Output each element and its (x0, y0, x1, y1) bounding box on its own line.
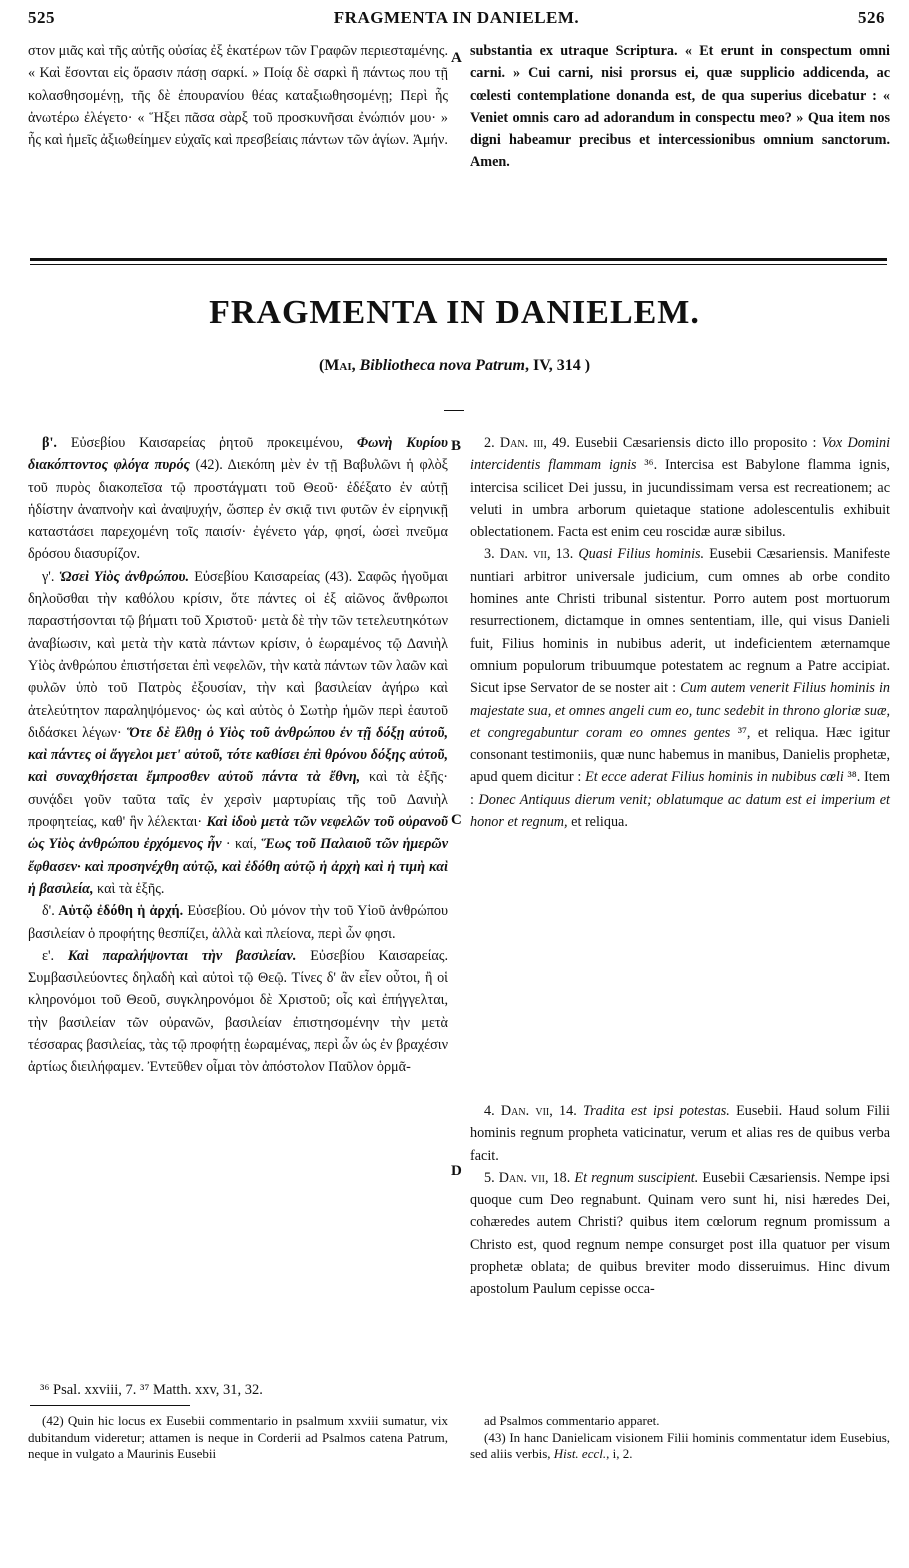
short-rule (444, 410, 464, 411)
fragment-lemma: Καὶ παραλήψονται τὴν βασιλείαν. (54, 947, 297, 964)
greek-fragment-4 (28, 900, 448, 945)
fragment-number: 2. (484, 435, 500, 451)
fragment-number: δ'. (42, 903, 55, 920)
note-43-text: (43) In hanc Danielicam visionem Filii hominis commentatur idem Eusebius, sed aliis verbis, (470, 1429, 890, 1461)
scripture-quote: Et ecce aderat Filius hominis in nubibus cœli (585, 769, 844, 786)
fragment-text: Eusebii Cæsariensis. Nempe ipsi quoque cum Deo regnabunt. Quinam vero sunt hi, nisi hæredes Dei, cohæredes autem Christi? quibus item cœlorum regnum promissum a Christo est, quod regnum nempe consurget post illa quatuor per visum prophetæ oblata; de quibus breviter modo disseruimus. Hinc divum apostolum Paulum cepisse occa- (470, 1169, 891, 1298)
greek-top-column (28, 40, 448, 151)
fragment-text: Διεκόπη μὲν ἐν τῇ Βαβυλῶνι ἡ φλὸξ τοῦ πυρὸς διακοπεῖσα τῷ προστάγματι τοῦ Θεοῦ· ἐδέξατο ἐν αὐτῇ ἡδίστην ἀναπνοὴν καὶ ἀναψυχήν, ὥσπερ ἐν σκιᾷ τινι φυτῶν ἐν εἰρηνικῇ καταστάσει παρεχομένη τοῖς παισίν· ἐγένετο γάρ, φησί, ὡσεὶ πνεῦμα δρόσου διασυρίζον. (28, 457, 448, 563)
scripture-quote: Ἕως τοῦ Παλαιοῦ τῶν ἡμερῶν ἔφθασεν· καὶ προσηνέχθη αὐτῷ, καὶ ἐδόθη αὐτῷ ἡ ἀρχὴ καὶ ἡ τιμὴ καὶ ἡ βασιλεία, (28, 836, 448, 897)
scripture-ref: Dan. vii, 13. (499, 546, 574, 563)
greek-fragment-2 (28, 432, 448, 566)
fragment-lemma: Quasi Filius hominis. (573, 546, 705, 563)
fragment-lemma: Vox Domini intercidentis flammam ignis (470, 435, 891, 474)
fragment-text: . Intercisa est Babylone flamma ignis, intercisa scilicet Dei jussu, in jucundissimam versa est recreationem; ac veluti in umbra arborum quietaque statione adolescentulis exhibuit oblectationem. Facta est enim ceu roscidæ auræ sibilus. (470, 457, 890, 541)
fragment-text: Εὐσεβίου Καισαρείας. Συμβασιλεύοντες δηλαδὴ καὶ αὐτοὶ τῷ Θεῷ. Τίνες δ' ἂν εἶεν οὗτοι, ἢ οἱ κληρονόμοι τοῦ Θεοῦ, συγκληρονόμοι δὲ Χριστοῦ; οἷς καὶ ἐπήγγελται, τὴν βασιλείαν τῶν οὐρανῶν, βασιλείαν ἐπιστησομένην τὴν μετὰ τέσσαρας βασιλείας, τὰς τῷ προφήτῃ ἑωραμένας, περὶ ὧν ὡς ἐν βραχέσιν ἀρτίως διειλήφαμεν. Ἐντεῦθεν οἶμαι τὸν ἀπόστολον Παῦλον ὁρμᾶ- (28, 947, 448, 1076)
fragment-text: et reliqua. (567, 814, 628, 831)
fragment-text: · καί, (221, 836, 262, 853)
subtitle: (Mai, Bibliotheca nova Patrum, IV, 314 ) (318, 357, 591, 374)
subtitle-open: ( (318, 357, 325, 374)
fragment-text: Eusebii Cæsariensis. Manifeste nuntiari arbitror universale judicium, cum omnes ab orbe condito homines ante Christi tribunal sistentur. Porro autem post mortuorum resurrectionem, dictamque in omnes sententiam, ille, qui visus Danieli fuit, Filius hominis in nubibus aderit, ut indeficientem æternamque omnium populorum tribuumque potestatem ac regnum a Patre accipiat. Sicut ipse Servator de se noster ait : (470, 546, 890, 697)
fragment-text: καὶ τὰ ἑξῆς. (93, 880, 165, 897)
fragment-number: 4. (484, 1103, 501, 1119)
subtitle-author: Mai (324, 357, 352, 374)
subtitle-ref: , IV, 314 ) (524, 357, 591, 374)
margin-marker-b: B (451, 438, 462, 454)
footnote-rule (30, 1405, 190, 1406)
fragment-lemma: Tradita est ipsi potestas. (576, 1103, 730, 1119)
editor-notes-left (28, 1413, 448, 1463)
note-43-tail: , i, 2. (606, 1446, 633, 1461)
fragment-intro: Εὐσεβίου Καισαρείας (43). (189, 568, 358, 585)
note-ref: (42). (189, 457, 228, 474)
footnote-marker: ³⁸ (843, 769, 857, 786)
running-title: FRAGMENTA IN DANIELEM. (333, 8, 580, 27)
greek-fragment-5 (28, 945, 448, 1079)
fragment-lemma: Et regnum suscipient. (570, 1169, 699, 1186)
scripture-ref: Dan. vii, 18. (498, 1169, 571, 1186)
fragment-intro: Εὐσεβίου Καισαρείας ῥητοῦ προκειμένου, (56, 435, 357, 451)
running-head (28, 8, 885, 30)
latin-top-text: substantia ex utraque Scriptura. « Et erunt in conspectum omni carni. » Cui carni, nisi prorsus ei, quæ supplicio addicenda, ac cœlesti contemplatione donanda est, de qua superius dicebatur : « Veniet omnis caro ad adorandum in conspectu meo? » Qua item nos digni habeamur precibus et intercessionibus omnium sanctorum. Amen. (470, 43, 890, 171)
greek-fragment-3 (28, 566, 448, 900)
margin-marker-a: A (451, 50, 462, 66)
margin-marker-d: D (451, 1163, 462, 1179)
latin-fragment-2 (470, 432, 890, 543)
fragment-number: β'. (42, 435, 57, 451)
fragment-text: Σαφῶς ἡγοῦμαι δηλοῦσθαι τὴν καθόλου κρίσιν, ὅτε πάντες οἱ ἐξ αἰῶνος ἄνθρωποι παραστήσονται τῷ βήματι τοῦ Χριστοῦ· μετὰ δὲ τὴν τῶν τετελευτηκότων ἀναβίωσιν, καὶ μετὰ τὴν κατὰ πάντων κρίσιν, ὁ ἑωραμένος τῷ Δανιὴλ Υἱὸς ἀνθρώπου ἐπιστήσεται ἐπὶ νεφελῶν, τὴν κατὰ πάντων τῶν λαῶν καὶ φυλῶν ὑπὸ τοῦ Πατρὸς ἐξουσίαν, τὴν καὶ βασιλείαν ἀγήρω καὶ ἀτελεύτητον παραληψόμενος· ὡς καὶ αὐτὸς ὁ Σωτὴρ ἡμῶν περὶ ἑαυτοῦ διδάσκει λέγων· (28, 568, 448, 741)
scripture-quote: Donec Antiquus dierum venit; oblatumque ac datum est ei imperium et honor et regnum, (470, 791, 890, 831)
footnote-marker: ³⁷ (730, 724, 747, 741)
fragment-intro: Eusebii Cæsariensis dicto illo proposito : (569, 435, 822, 451)
latin-fragment-4 (470, 1100, 890, 1167)
scripture-quote: Cum autem venerit Filius hominis in majestate sua, et omnes angeli cum eo, tunc sedebit in throno gloriæ suæ, et congregabuntur coram eo omnes gentes (470, 680, 890, 741)
fragment-lemma: Αὐτῷ ἐδόθη ἡ ἀρχή. (54, 903, 184, 920)
fragment-text: Εὐσεβίου. Οὐ μόνον τὴν τοῦ Υἱοῦ ἀνθρώπου βασιλείαν ὁ προφήτης θεσπίζει, ἀλλὰ καὶ πλείονα, περὶ ὧν φησι. (28, 903, 448, 942)
fragment-number: γ'. (42, 568, 55, 585)
greek-top-text: στον μιᾶς καὶ τῆς αὐτῆς οὐσίας ἐξ ἑκατέρων τῶν Γραφῶν περιεσταμένης. « Καὶ ἔσονται εἰς ὅρασιν πάσῃ σαρκί. » Ποίᾳ δὲ σαρκὶ ἢ πάντως που τῇ κολασθησομένῃ, τῆς δὲ ἐπουρανίου θέας καταξιωθησομένῃ; Περὶ ἧς ἀνωτέρω ἐλέγετο· « Ἥξει πᾶσα σὰρξ τοῦ προσκυνῆσαι ἐνώπιόν μου· » ἧς καὶ ἡμεῖς ἀξιωθείημεν εὐχαῖς καὶ πρεσβείαις πάντων τῶν ἁγίων. Ἀμήν. (28, 43, 448, 149)
latin-fragment-5 (470, 1167, 890, 1301)
margin-marker-c: C (451, 812, 462, 828)
scripture-footnotes: ³⁶ Psal. xxviii, 7. ³⁷ Matth. xxv, 31, 32. (40, 1382, 263, 1398)
latin-fragment-3 (470, 543, 890, 833)
main-title: FRAGMENTA IN DANIELEM. (209, 294, 700, 331)
editor-notes-right (470, 1413, 890, 1463)
latin-top-column (470, 40, 890, 174)
fragment-text: , et reliqua. Hæc igitur consonant testimoniis, quæ nunc habemus in manibus, Danielis prophetæ, apud quem dicitur : (470, 724, 890, 786)
scripture-quote: Καὶ ἰδοὺ μετὰ τῶν νεφελῶν τοῦ οὐρανοῦ ὡς Υἱὸς ἀνθρώπου ἐρχόμενος ἦν (28, 814, 448, 853)
fragment-text: Eusebii. Haud solum Filii hominis regnum propheta vaticinatur, verum et alias res de quibus verba facit. (470, 1103, 891, 1164)
fragment-number: 3. (484, 546, 500, 563)
fragment-number: 5. (484, 1169, 499, 1186)
scripture-quote: Ὅτε δὲ ἔλθῃ ὁ Υἱὸς τοῦ ἀνθρώπου ἐν τῇ δόξῃ αὐτοῦ, καὶ πάντες οἱ ἄγγελοι μετ' αὐτοῦ, τότε καθίσει ἐπὶ θρόνου δόξης αὐτοῦ, καὶ συναχθήσεται ἔμπροσθεν αὐτοῦ πάντα τὰ ἔθνη, (28, 724, 448, 786)
fragment-text: . Item : (470, 769, 891, 808)
scripture-ref: Dan. vii, 14. (500, 1103, 577, 1119)
note-43 (470, 1430, 890, 1463)
page-number-right: 526 (858, 8, 885, 27)
fragment-lemma: Ὡσεὶ Υἱὸς ἀνθρώπου. (54, 568, 190, 585)
latin-lower-column (470, 1100, 890, 1301)
page-number-left: 525 (28, 8, 55, 27)
footnote-marker: ³⁶ (636, 457, 654, 474)
scripture-ref: Dan. iii, 49. (499, 435, 570, 451)
latin-main-column (470, 432, 890, 833)
section-rule-thick (30, 258, 887, 261)
fragment-number: ε'. (42, 947, 55, 964)
greek-main-column (28, 432, 448, 1079)
subtitle-work: Bibliotheca nova Patrum (359, 357, 525, 374)
note-43-ref: Hist. eccl. (553, 1446, 607, 1461)
note-42-continued: ad Psalmos commentario apparet. (484, 1413, 660, 1428)
fragment-text: καὶ τὰ ἑξῆς· συνᾴδει γοῦν ταῦτα ταῖς ἐν χερσὶν μαρτυρίαις τῆς τοῦ Δανιὴλ προφητείας, καθ' ἣν λέλεκται· (28, 769, 448, 831)
fragment-lemma: Φωνὴ Κυρίου διακόπτοντος φλόγα πυρός (28, 435, 448, 474)
note-42: (42) Quin hic locus ex Eusebii commentario in psalmum xxviii sumatur, vix dubitandum videretur; attamen is neque in Corderii ad Psalmos catena Patrum, neque in vulgato a Maurinis Eusebii (28, 1413, 448, 1461)
section-rule-thin (30, 264, 887, 265)
